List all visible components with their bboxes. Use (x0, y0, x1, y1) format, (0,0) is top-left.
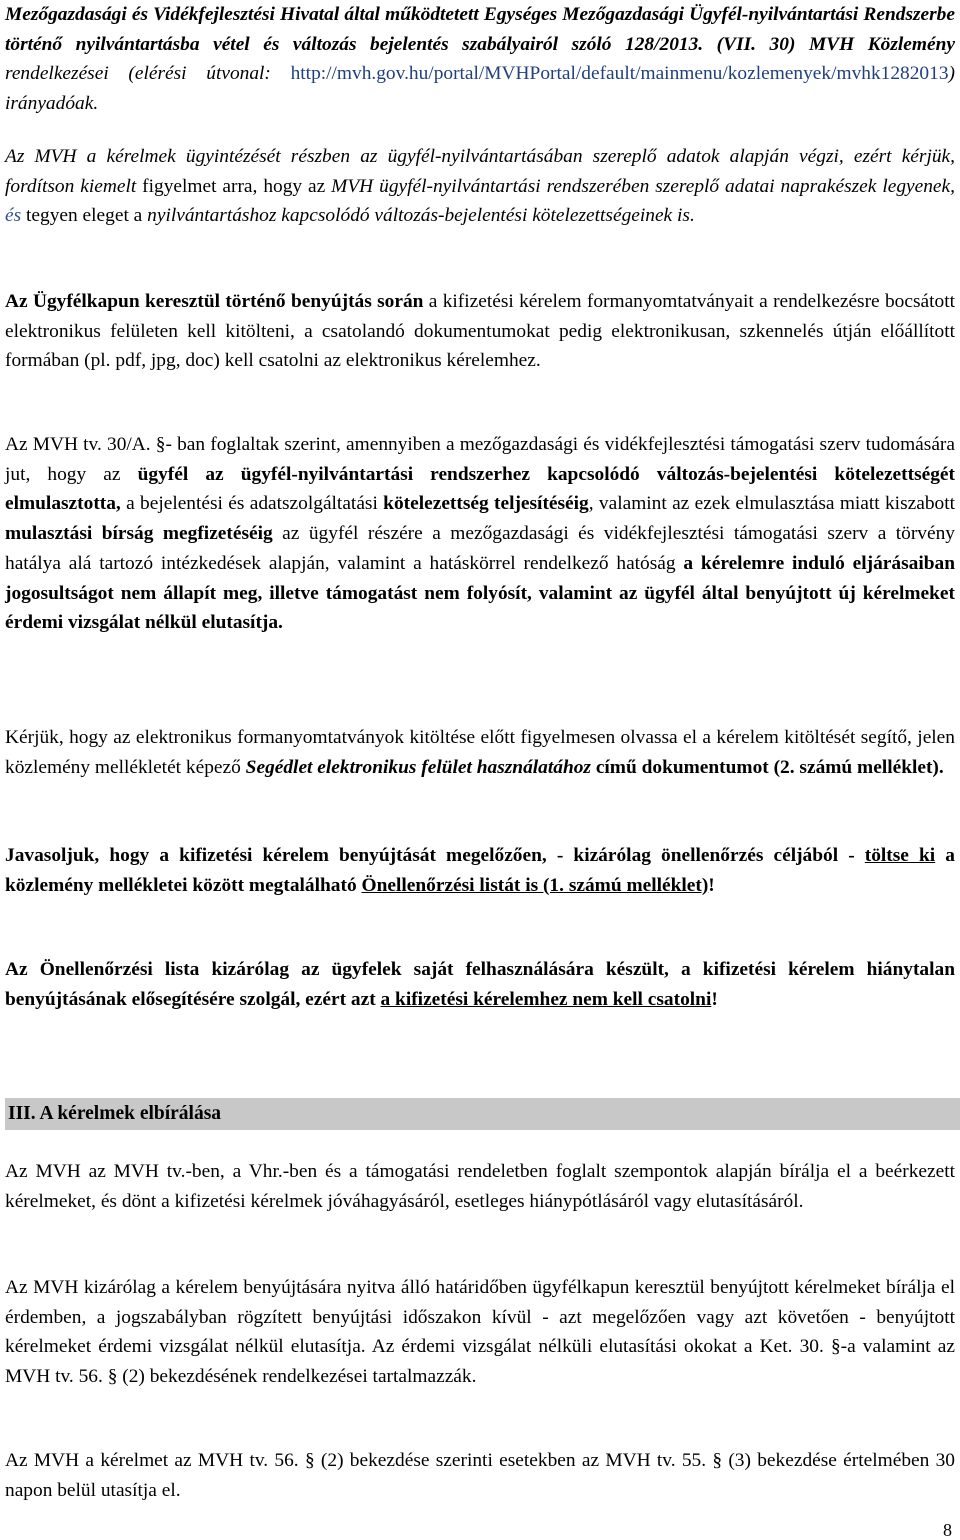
text-segment: ügyfél az ügyfél-nyilvántartási rendszerhez kapcsolódó változás-bejelentési kötelezettségét elmulasztotta, (5, 463, 955, 515)
text-segment: MVH ügyfél-nyilvántartási rendszerében szereplő adatai naprakészek legyenek, (325, 175, 955, 197)
text-segment: figyelmet arra, hogy az (142, 175, 326, 197)
text-segment: Az MVH tv. 30/A. §- ban foglaltak szerint, amennyiben a mezőgazdasági és vidékfejlesztési támogatási szerv tudomására jut, hogy az (5, 434, 955, 485)
paragraph-rejection: Az MVH a kérelmet az MVH tv. 56. § (2) bekezdése szerinti esetekben az MVH tv. 55. § (3) bekezdése értelmében 30 napon belül utasítja el. (5, 1450, 955, 1501)
paragraph-evaluation: Az MVH az MVH tv.-ben, a Vhr.-ben és a támogatási rendeletben foglalt szempontok alapján bírálja el a beérkezett kérelmeket, és dönt a kifizetési kérelmek jóváhagyásáról, esetleges hiánypótlásáról vagy elutasításáról. (5, 1161, 955, 1212)
text-segment: Javasoljuk, hogy a kifizetési kérelem benyújtását megelőzően, - kizárólag önellenőrzés céljából - (5, 845, 865, 866)
text-segment: Önellenőrzési listát is (1. számú melléklet) (361, 874, 709, 896)
regulation-title: Mezőgazdasági és Vidékfejlesztési Hivatal által működtetett Egységes Mezőgazdasági Ügyfél-nyilvántartási Rendszerbe történő nyilvántartásba vétel és változás bejelentés szabályairól szóló 128/2013. (VII. 30) MVH Közlemény (5, 4, 955, 55)
text-segment: mulasztási bírság megfizetéséig (5, 523, 273, 545)
paragraph-client-register (5, 142, 955, 231)
text-segment: , valamint az ezek elmulasztása miatt kiszabott (588, 493, 955, 515)
text-segment: Segédlet elektronikus felület használatához (245, 756, 591, 778)
text-segment: az ügyfél részére a mezőgazdasági és vidékfejlesztési támogatási szerv a törvény hatálya alá tartozó intézkedések alapján, valamint a hatáskörrel rendelkező hatóság (5, 523, 955, 574)
text-segment: a kifizetési kérelem formanyomtatványait a rendelkezésre bocsátott elektronikus felületen kell kitölteni, a csatolandó dokumentumokat pedig elektronikusan, szkennelés útján előállított formában (pl. pdf, jpg, doc) kell csatolni az elektronikus kérelemhez. (5, 291, 955, 372)
text-segment: ! (711, 988, 718, 1010)
text-segment: a kérelemre induló eljárásaiban jogosultságot nem állapít meg, illetve támogatást nem folyósít, valamint az ügyfél által benyújtott új kérelmeket érdemi vizsgálat nélkül elutasítja. (5, 552, 955, 634)
paragraph-self-check (5, 841, 955, 900)
mvh-portal-link[interactable]: http://mvh.gov.hu/portal/MVHPortal/default/mainmenu/kozlemenyek/mvhk1282013 (290, 63, 949, 85)
paragraph-self-check-list (5, 955, 955, 1014)
reference-end: ) irányadóak. (5, 63, 955, 115)
paragraph-mvh-law (5, 430, 955, 638)
text-segment: Kérjük, hogy az elektronikus formanyomtatványok kitöltése előtt figyelmesen olvassa el a kérelem kitöltését segítő, jelen közlemény mellékletét képező (5, 727, 955, 778)
text-segment: ! (708, 874, 715, 896)
paragraph-reference (5, 0, 955, 119)
text-segment: Az MVH a kérelmek ügyintézését részben az ügyfél-nyilvántartásában szereplő adatok alapján végzi, ezért kérjük, fordítson kiemelt (5, 146, 955, 197)
text-segment: Az Önellenőrzési lista kizárólag az ügyfelek saját felhasználására készült, a kifizetési kérelem hiánytalan benyújtásának elősegítésére szolgál, ezért azt (5, 959, 955, 1010)
text-segment: Az Ügyfélkapun keresztül történő benyújtás során (5, 291, 424, 312)
paragraph-deadline: Az MVH kizárólag a kérelem benyújtására nyitva álló határidőben ügyfélkapun keresztül benyújtott kérelmeket bírálja el érdemben, a jogszabályban rögzített benyújtási időszakon kívül - azt megelőzően vagy azt követően - benyújtott kérelmeket érdemi vizsgálat nélkül elutasítja. Az érdemi vizsgálat nélküli elutasítási okokat a Ket. 30. §-a valamint az MVH tv. 56. § (2) bekezdésének rendelkezései tartalmazzák. (5, 1277, 955, 1388)
text-segment: nyilvántartáshoz kapcsolódó változás-bejelentési kötelezettségeinek is. (142, 205, 695, 227)
text-segment: a bejelentési és adatszolgáltatási (120, 493, 384, 515)
text-segment: töltse ki (864, 845, 936, 866)
reference-text: rendelkezései (elérési útvonal: (5, 63, 291, 85)
page-number: 8 (943, 1520, 952, 1540)
paragraph-ugyfelkapu (5, 287, 955, 376)
text-segment: kötelezettség teljesítéséig (383, 493, 589, 515)
text-segment: a közlemény mellékletei között megtalálható (5, 845, 956, 896)
text-segment: a kifizetési kérelemhez nem kell csatolni (380, 988, 712, 1010)
section-heading: III. A kérelmek elbírálása (8, 1103, 222, 1124)
text-segment: tegyen eleget a (26, 205, 143, 227)
text-segment: című dokumentumot (2. számú melléklet). (590, 756, 944, 778)
text-segment: és (5, 205, 22, 227)
paragraph-guide (5, 723, 955, 782)
